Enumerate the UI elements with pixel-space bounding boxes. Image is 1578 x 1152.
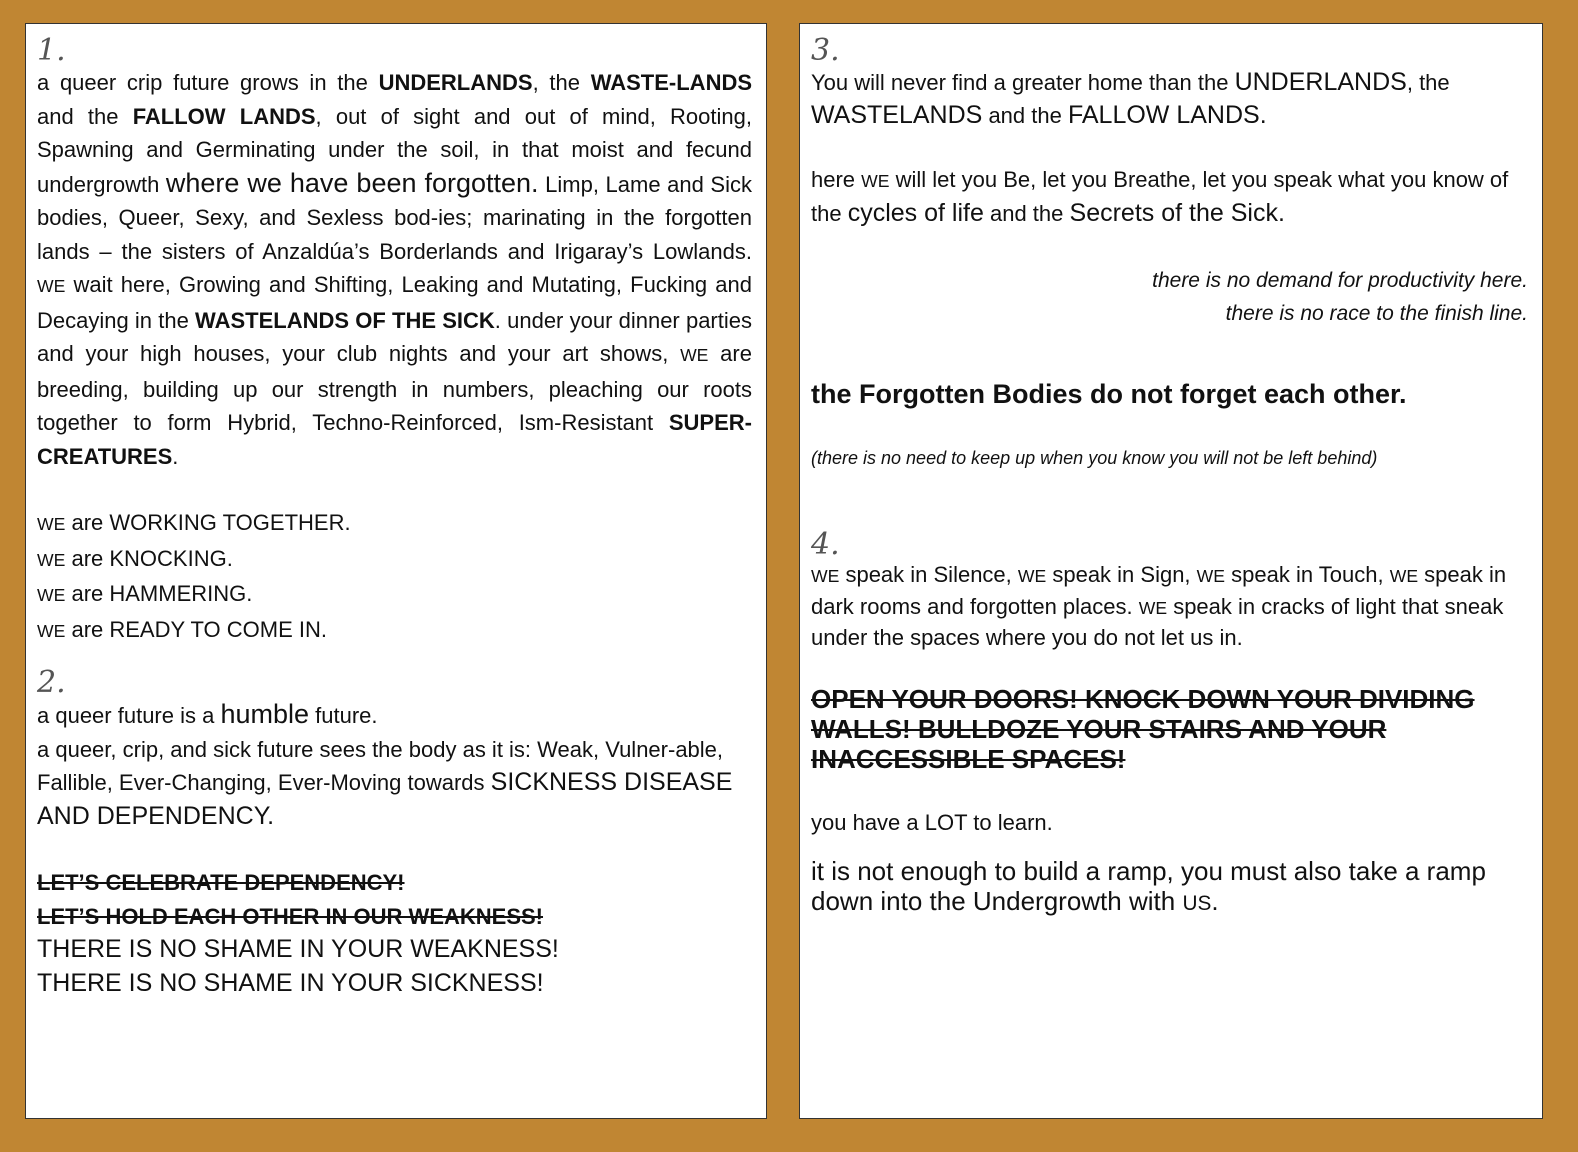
italic-line-1: there is no demand for productivity here.: [1152, 269, 1528, 292]
we-lines: [37, 506, 752, 648]
struck-line-2: LET’S HOLD EACH OTHER IN OUR WEAKNESS!: [37, 903, 544, 929]
shout-line-2: THERE IS NO SHAME IN YOUR SICKNESS!: [37, 968, 544, 997]
we-line: WE are HAMMERING.: [37, 581, 253, 606]
section-number-1: 1.: [37, 33, 66, 68]
right-page: [799, 23, 1543, 1119]
left-page: [25, 23, 767, 1119]
italic-line-2: there is no race to the finish line.: [1225, 302, 1528, 325]
we-line: WE are READY TO COME IN.: [37, 616, 327, 642]
ramp-paragraph: it is not enough to build a ramp, you must also take a ramp down into the Undergrowth with US.: [811, 855, 1486, 916]
manifesto-paragraph-2: a queer, crip, and sick future sees the body as it is: Weak, Vulner-able, Fallible, Ever-Changing, Ever-Moving towards SICKNESS DISEASE AND DEPENDENCY.: [37, 736, 733, 830]
we-line: WE are KNOCKING.: [37, 545, 233, 571]
we-line: WE are WORKING TOGETHER.: [37, 510, 351, 535]
aside-line: (there is no need to keep up when you know you will not be left behind): [811, 448, 1378, 468]
humble-line: a queer future is a humble future.: [37, 699, 378, 729]
learn-line: you have a LOT to learn.: [811, 809, 1053, 835]
breathe-paragraph: here WE will let you Be, let you Breathe, let you speak what you know of the cycles of life and the Secrets of the Sick.: [811, 167, 1509, 227]
manifesto-paragraph-1: a queer crip future grows in the UNDERLANDS, the WASTE-LANDS and the FALLOW LANDS, out of sight and out of mind, Rooting, Spawning and Germinating under the soil, in that moist and fecund undergrowth where we have been forgotten. Limp, Lame and Sick bodies, Queer, Sexy, and Sexless bod-ies; marinating in the forgotten lands – the sisters of Anzaldúa’s Borderlands and Irigaray’s Lowlands. WE wait here, Growing and Shifting, Leaking and Mutating, Fucking and Decaying in the WASTELANDS OF THE SICK. under your dinner parties and your high houses, your club nights and your art shows, WE are breeding, building up our strength in numbers, pleaching our roots together to form Hybrid, Techno-Reinforced, Ism-Resistant SUPER-CREATURES.: [37, 70, 753, 469]
forgotten-bodies-line: the Forgotten Bodies do not forget each other.: [811, 379, 1407, 409]
home-paragraph: You will never find a greater home than the UNDERLANDS, the WASTELANDS and the FALLOW LANDS.: [811, 68, 1450, 129]
shout-line-1: THERE IS NO SHAME IN YOUR WEAKNESS!: [37, 935, 559, 963]
section-number-3: 3.: [811, 33, 840, 68]
section-number-2: 2.: [37, 665, 66, 700]
struck-doors-paragraph: OPEN YOUR DOORS! KNOCK DOWN YOUR DIVIDING WALLS! BULLDOZE YOUR STAIRS AND YOUR INACCESSIBLE SPACES!: [811, 683, 1475, 774]
section-number-4: 4.: [811, 527, 840, 562]
speak-paragraph: WE speak in Silence, WE speak in Sign, WE speak in Touch, WE speak in dark rooms and forgotten places. WE speak in cracks of light that sneak under the spaces where you do not let us in.: [811, 562, 1507, 650]
struck-line-1: LET’S CELEBRATE DEPENDENCY!: [37, 870, 405, 895]
